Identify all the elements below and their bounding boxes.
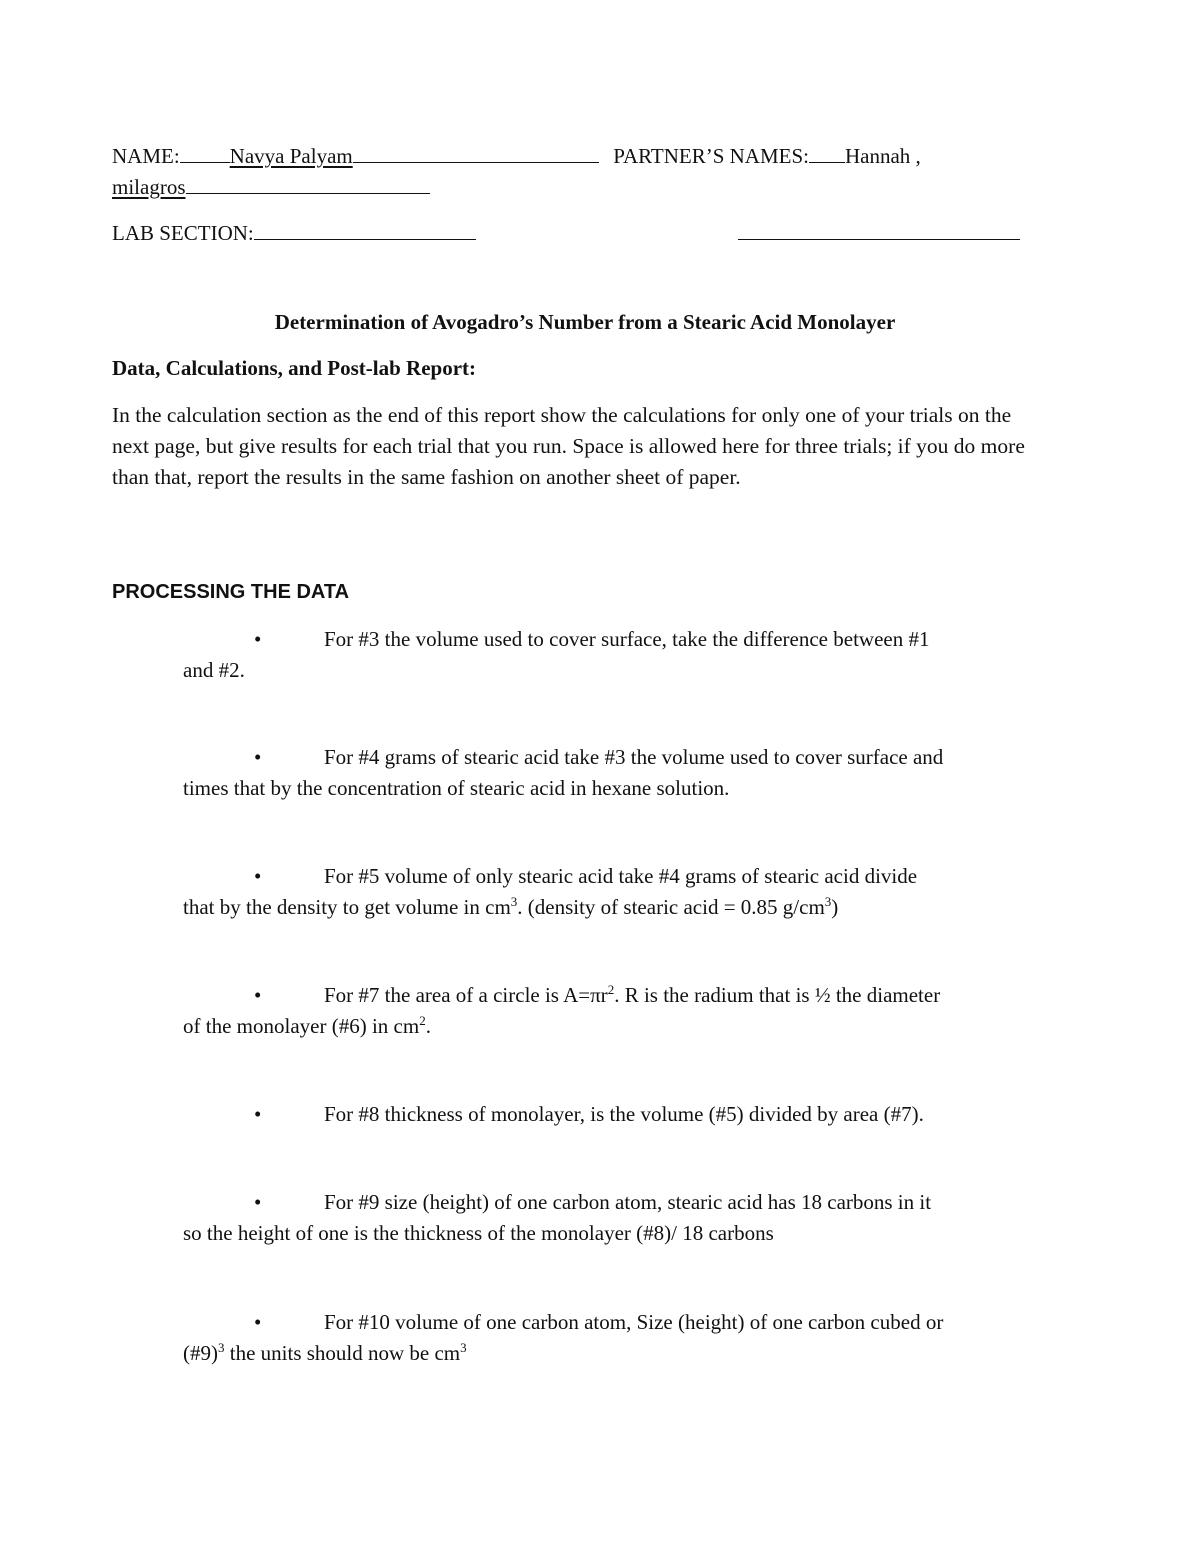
bullet-text-segment: . [425,1014,431,1038]
extra-blank [738,219,1020,240]
extra-blank-line [738,218,1020,249]
bullet-text-line2: so the height of one is the thickness of the monolayer (#8)/ 18 carbons [183,1221,774,1245]
intro-paragraph: In the calculation section as the end of this report show the calculations for only one of your trials on the next page, but give results for each trial that you run. Space is allowed here for three trials; if you do more than that, report the results in the same fashion on another sheet of paper. [112,403,1025,489]
bullet-dot: • [254,983,262,1007]
partner-value-1: Hannah , [844,144,921,168]
bullet-text-line2: times that by the concentration of stearic acid in hexane solution. [183,776,730,800]
bullet-text-segment: of the monolayer (#6) in cm [183,1014,420,1038]
name-value: Navya Palyam [229,144,353,168]
partner-label: PARTNER’S NAMES: [613,144,809,168]
bullet-text-line2: and #2. [183,658,245,682]
bullet-text-line1: For #9 size (height) of one carbon atom, stearic acid has 18 carbons in it [324,1190,932,1214]
bullet-dot: • [254,745,262,769]
name-line [112,141,921,172]
bullet-text-segment: For #7 the area of a circle is A=πr [324,983,608,1007]
superscript: 3 [824,894,832,909]
superscript: 2 [419,1013,426,1028]
bullet-text-line2 [183,1011,431,1042]
partner-blank-trail [186,173,430,194]
bullet-text-line1: For #10 volume of one carbon atom, Size (height) of one carbon cubed or [324,1310,944,1334]
bullet-text-segment: that by the density to get volume in cm [183,895,511,919]
bullet-text-line1: For #4 grams of stearic acid take #3 the volume used to cover surface and [324,745,944,769]
superscript: 3 [460,1340,467,1355]
lab-section-line [112,218,476,249]
bullet-dot: • [254,1102,262,1126]
bullet-text-segment: the units should now be cm [224,1341,461,1365]
bullet-text-line1: For #5 volume of only stearic acid take #4 grams of stearic acid divide [324,864,918,888]
bullet-dot: • [254,627,262,651]
partner-line-2 [112,172,430,203]
bullet-text-line1: For #3 the volume used to cover surface, take the difference between #1 [324,627,930,651]
partner-value-2: milagros [112,175,186,199]
bullet-text-line2 [183,892,838,923]
bullet-dot: • [254,1310,262,1334]
lab-section-blank [254,219,476,240]
superscript: 3 [510,894,518,909]
name-label: NAME: [112,144,180,168]
bullet-dot: • [254,1190,262,1214]
section-heading: PROCESSING THE DATA [112,581,350,603]
bullet-text-line2 [183,1338,467,1369]
document-title: Determination of Avogadro’s Number from a Stearic Acid Monolayer [274,310,896,334]
partner-blank-lead [809,142,845,163]
document-subtitle: Data, Calculations, and Post-lab Report: [112,356,477,380]
bullet-text-line1 [324,980,940,1011]
name-blank-lead [180,142,230,163]
bullet-text-line1: For #8 thickness of monolayer, is the volume (#5) divided by area (#7). [324,1102,924,1126]
lab-section-label: LAB SECTION: [112,221,254,245]
bullet-text-segment: . R is the radium that is ½ the diameter [614,983,941,1007]
bullet-text-segment: . (density of stearic acid = 0.85 g/cm [517,895,825,919]
superscript: 2 [607,982,615,997]
bullet-text-segment: (#9) [183,1341,218,1365]
bullet-dot: • [254,864,262,888]
bullet-text-segment: ) [831,895,839,919]
name-blank-trail [353,142,599,163]
superscript: 3 [218,1340,225,1355]
